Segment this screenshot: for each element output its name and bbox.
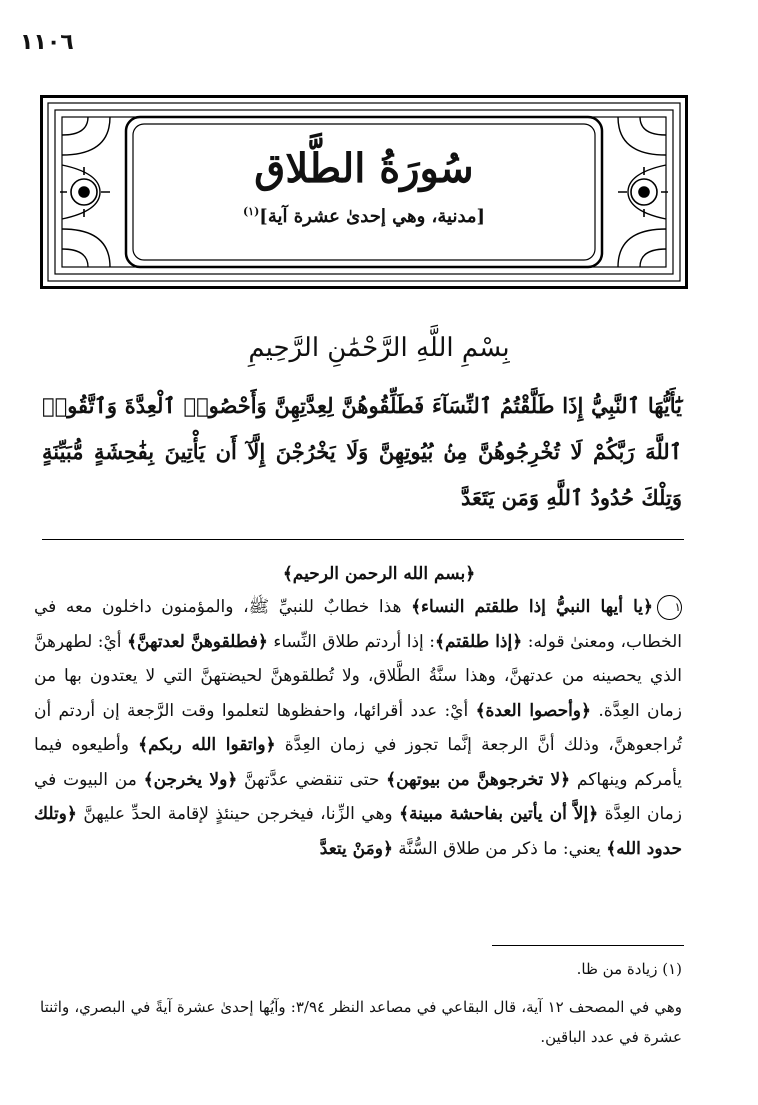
footnote-1-text: زيادة من ظا. — [576, 960, 658, 978]
commentary: أيْ: عدد أقرائها، واحفظوها لتعلموا وقت الرَّجعة إن أردتم أن تُراجعوهنَّ، وذلك أنَّ الرجعة إنَّما تجوز في زمان العِدَّة — [34, 700, 682, 755]
commentary: من البيوت في زمان العِدَّة — [34, 769, 682, 824]
quote: ﴿إلاَّ أن يأتين بفاحشة مبينة﴾ — [399, 804, 599, 824]
surah-title: سُورَةُ الطَّلاق — [254, 145, 474, 192]
quote: ﴿واتقوا الله ربكم﴾ — [138, 735, 276, 755]
ornamental-border — [40, 95, 688, 289]
quote: ﴿يا أيها النبيُّ إذا طلقتم النساء﴾ — [411, 597, 653, 617]
commentary: أيْ: لطهرهنَّ الذي يحصينه من عدتهنَّ، وهذا سنَّةُ الطَّلاق، ولا تُطلقوهنَّ لحيضتهنَّ التي لا يعتدون بها من زمان العِدَّة. — [34, 631, 683, 721]
page-number: ١١٠٦ — [20, 30, 74, 55]
footnote-divider — [492, 945, 684, 946]
surah-subtitle — [40, 205, 688, 227]
tafsir-commentary — [34, 590, 682, 866]
commentary: يعني: ما ذكر من طلاق السُّنَّة — [392, 838, 607, 859]
quote: ﴿وأحصوا العدة﴾ — [475, 700, 591, 721]
basmala-calligraphy: بِسْمِ اللَّهِ الرَّحْمَٰنِ الرَّحِيمِ — [248, 333, 510, 363]
verse-number-badge: ١ — [657, 595, 682, 620]
quote: ﴿إذا طلقتم﴾ — [435, 631, 523, 652]
tafsir-basmala: ﴿بسم الله الرحمن الرحيم﴾ — [282, 564, 476, 584]
footnote-1-continuation: وهي في المصحف ١٢ آية، قال البقاعي في مصاعد النظر ٣/٩٤: وآيُها إحدىٰ عشرة آيةً في البصري، واثنتا عشرة في عدد الباقين. — [40, 998, 683, 1046]
commentary: حتى تنقضي عدَّتهنَّ — [237, 769, 387, 790]
commentary: وأطيعوه فيما يأمركم وينهاكم — [34, 735, 682, 790]
commentary: هذا خطابٌ للنبيِّ ﷺ، والمؤمنون داخلون معه في الخطاب، ومعنىٰ قوله: — [34, 597, 683, 652]
quran-verse-text: يَٰٓأَيُّهَا ٱلنَّبِيُّ إِذَا طَلَّقْتُمُ ٱلنِّسَآءَ فَطَلِّقُوهُنَّ لِعِدَّتِهِنَّ وَأَحْصُوا۟ ٱلْعِدَّةَ وَٱتَّقُوا۟ ٱللَّهَ رَبَّكُمْ لَا تُخْرِجُوهُنَّ مِنۢ بُيُوتِهِنَّ وَلَا يَخْرُجْنَ إِلَّآ أَن يَأْتِينَ بِفَٰحِشَةٍ مُّبَيِّنَةٍ وَتِلْكَ حُدُودُ ٱللَّهِ وَمَن يَتَعَدَّ — [42, 393, 682, 510]
section-divider — [42, 539, 684, 540]
quote: ﴿لا تخرجوهنَّ من بيوتهن﴾ — [386, 769, 571, 790]
footnote-1 — [40, 960, 682, 978]
commentary: وهي الزِّنا، فيخرجن حينئذٍ لإقامة الحدِّ عليهنَّ — [76, 804, 400, 824]
surah-subtitle-text: [مدنية، وهي إحدىٰ عشرة آية] — [259, 206, 486, 227]
surah-header-frame — [40, 95, 688, 289]
commentary: : إذا أردتم طلاق النِّساء — [267, 631, 435, 652]
quote: ﴿فطلقوهنَّ لعدتهنَّ﴾ — [127, 631, 268, 652]
quote: ﴿وتلك حدود الله﴾ — [34, 804, 682, 859]
quote: ﴿ومَنْ يتعدَّ — [319, 838, 393, 859]
footnote-ref-1: (١) — [242, 205, 260, 218]
quote: ﴿ولا يخرجن﴾ — [143, 769, 238, 790]
footnote-1-marker: (١) — [662, 960, 682, 978]
